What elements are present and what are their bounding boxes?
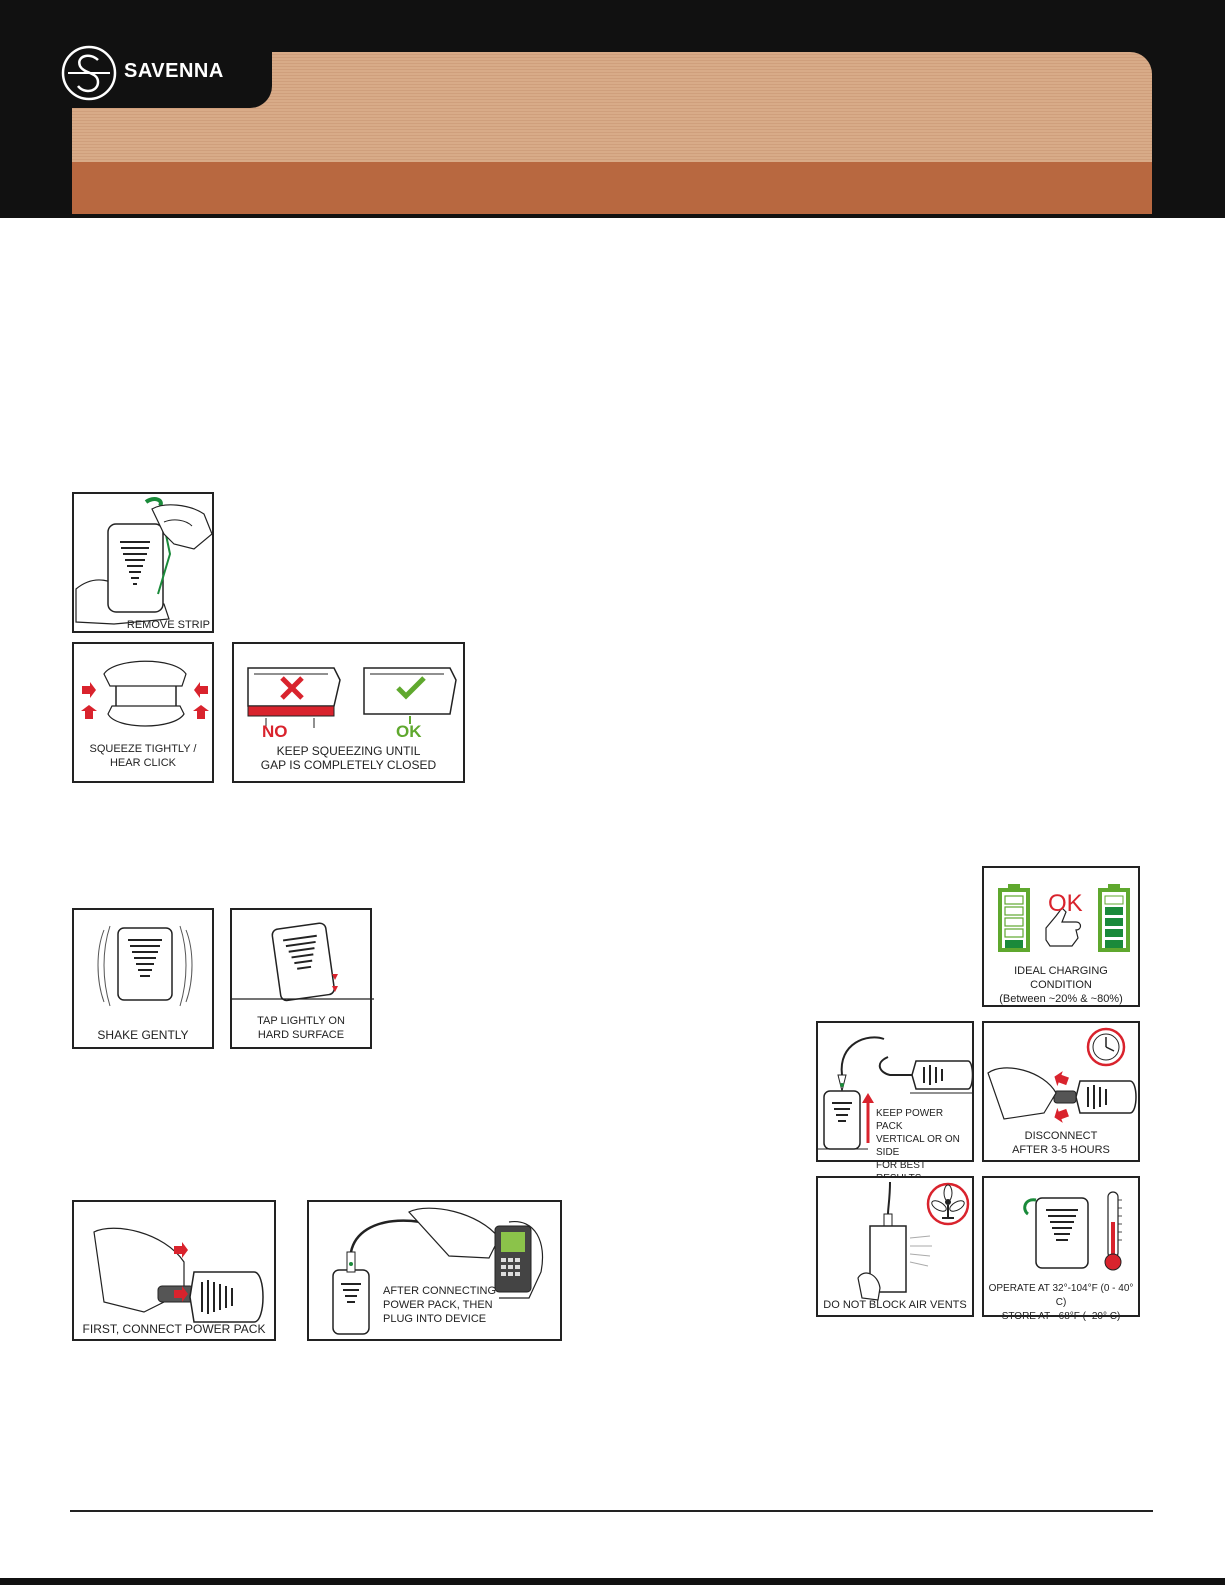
caption-ideal-charging: IDEAL CHARGING CONDITION (Between ~20% & ~80%) (999, 965, 1123, 1005)
ideal-ok-label: OK (1048, 890, 1083, 917)
panel-after-connect (307, 1200, 562, 1341)
footer-divider (70, 1510, 1153, 1512)
panel-remove-strip (72, 492, 214, 633)
savenna-logo-icon (60, 44, 118, 102)
panel-keep-vertical (816, 1021, 974, 1171)
brand-name: SAVENNA (124, 60, 224, 82)
panel-disconnect (982, 1021, 1140, 1162)
caption-squeeze: SQUEEZE TIGHTLY / HEAR CLICK (89, 743, 197, 769)
caption-keep-squeezing: KEEP SQUEEZING UNTIL GAP IS COMPLETELY CLOSED (260, 744, 437, 772)
panel-shake (72, 908, 214, 1049)
panel-squeeze (72, 642, 214, 783)
header-banner-strip (72, 162, 1152, 214)
panel-keep-squeezing (232, 642, 465, 783)
panel-ideal-charging (982, 866, 1140, 1007)
caption-tap: TAP LIGHTLY ON HARD SURFACE (257, 1015, 345, 1041)
caption-air-vents: DO NOT BLOCK AIR VENTS (823, 1299, 967, 1311)
caption-temperature: OPERATE AT 32°-104°F (0 - 40° C) STORE AT ~68°F (~20° C) (988, 1283, 1134, 1322)
ok-label: OK (396, 722, 422, 741)
caption-after-connect: AFTER CONNECTING POWER PACK, THEN PLUG INTO DEVICE (383, 1285, 497, 1325)
no-label: NO (262, 722, 288, 741)
remove-strip-illustration (74, 494, 216, 635)
caption-shake: SHAKE GENTLY (97, 1028, 189, 1042)
caption-keep-vertical: KEEP POWER PACK VERTICAL OR ON SIDE FOR BEST (876, 1108, 960, 1171)
panel-air-vents (816, 1176, 974, 1317)
panel-temperature (982, 1176, 1140, 1322)
caption-disconnect: DISCONNECT AFTER 3-5 HOURS (1012, 1130, 1110, 1156)
caption-connect: FIRST, CONNECT POWER PACK (82, 1322, 266, 1336)
panel-tap (230, 908, 372, 1049)
bottom-bar (0, 1578, 1225, 1585)
panel-connect (72, 1200, 276, 1341)
caption-remove-strip: REMOVE STRIP (126, 619, 210, 631)
